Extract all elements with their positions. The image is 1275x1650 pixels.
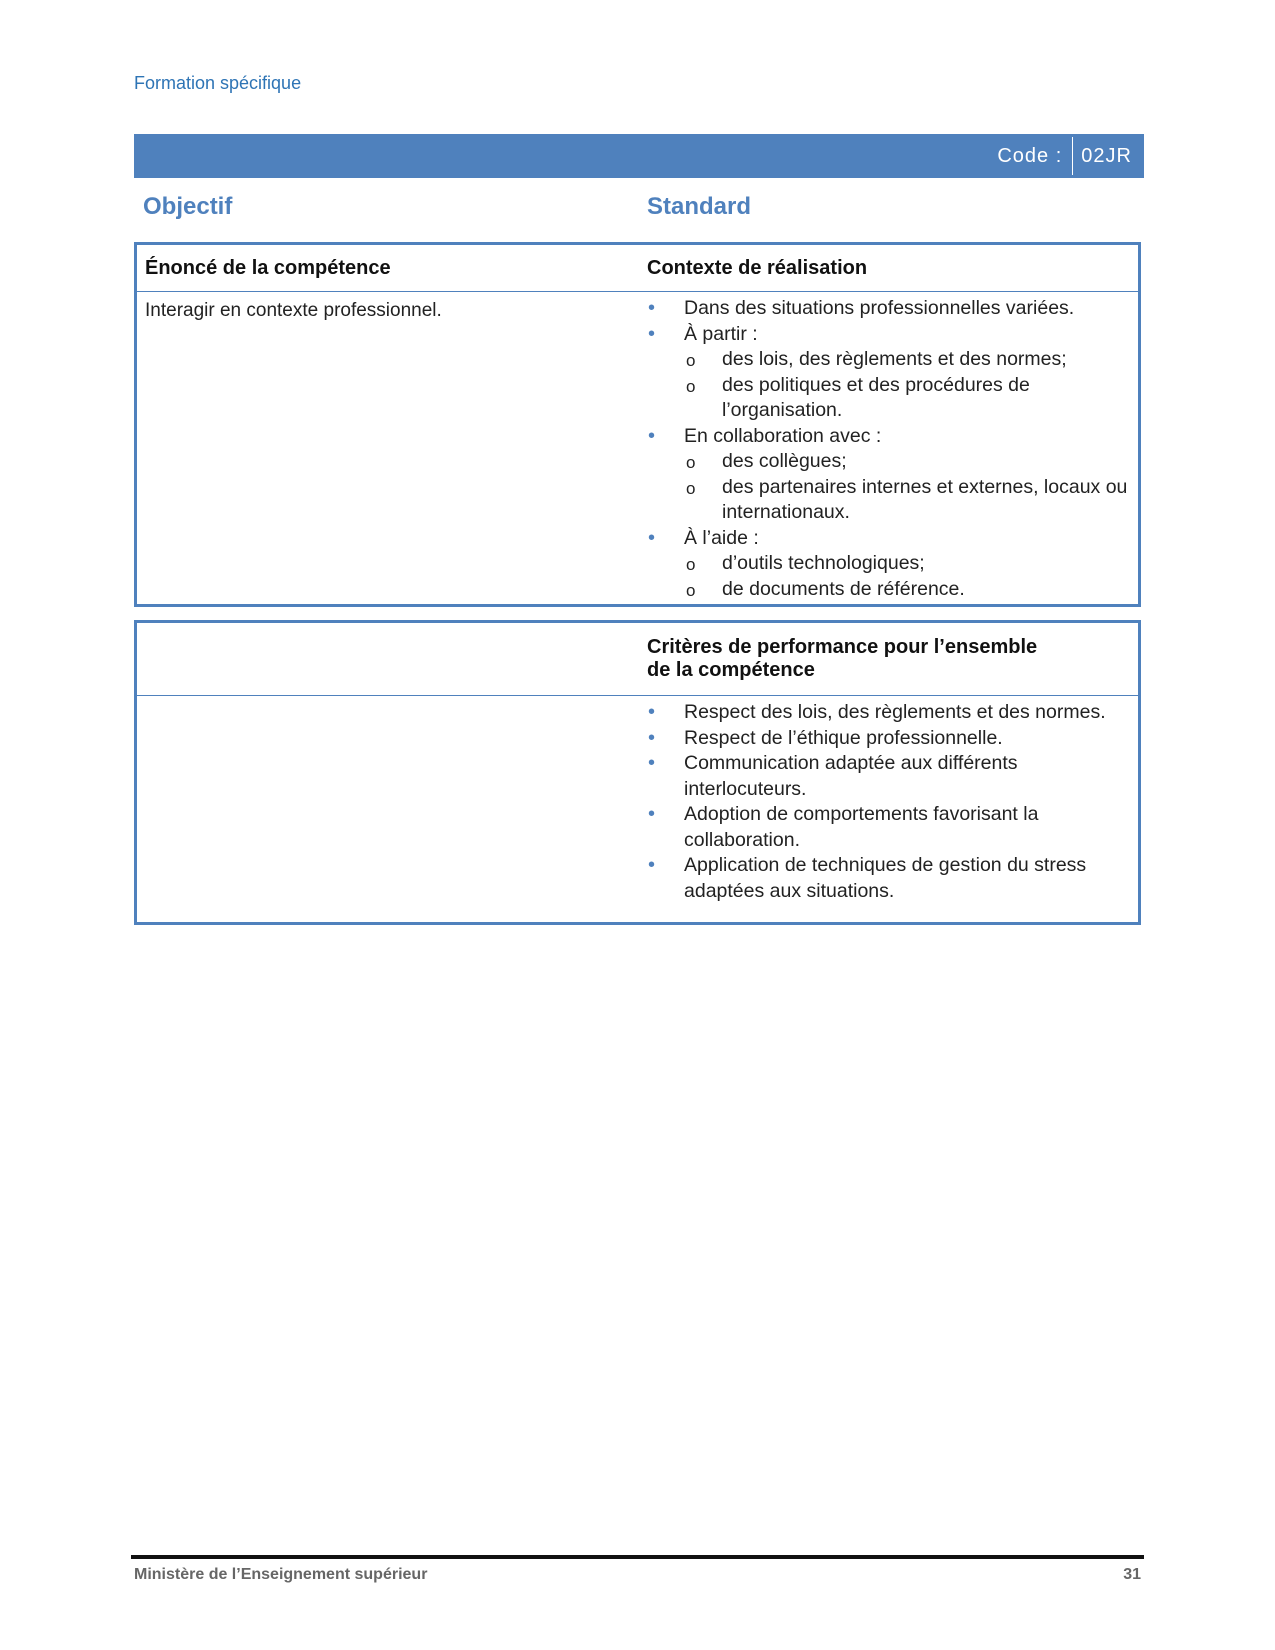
contexte-item xyxy=(647,424,1130,526)
criteria-list-cell xyxy=(637,696,1138,904)
contexte-subitem: o des collègues; xyxy=(684,449,1130,475)
contexte-item-text: En collaboration avec : xyxy=(684,424,882,447)
contexte-item-text: À partir : xyxy=(684,322,758,345)
criteria-item: • Adoption de comportements favorisant la collaboration. xyxy=(647,802,1130,853)
contexte-item xyxy=(647,322,1130,424)
contexte-sublist xyxy=(684,551,1130,602)
criteria-item: • Respect des lois, des règlements et des normes. xyxy=(647,700,1130,726)
standard-title: Standard xyxy=(647,193,752,220)
code-bar xyxy=(134,134,1144,178)
code-value: 02JR xyxy=(1081,144,1132,167)
contexte-subitem: o d’outils technologiques; xyxy=(684,551,1130,577)
objectif-title: Objectif xyxy=(143,193,233,220)
contexte-header: Contexte de réalisation xyxy=(647,256,868,279)
criteria-header-line1: Critères de performance pour l’ensemble xyxy=(647,636,1038,658)
code-label: Code : xyxy=(997,144,1063,167)
criteria-table xyxy=(134,620,1141,925)
criteria-item: • Respect de l’éthique professionnelle. xyxy=(647,726,1130,752)
criteria-body-left xyxy=(137,696,637,904)
contexte-item-text: Dans des situations professionnelles variées. xyxy=(684,297,1075,319)
criteria-table-header xyxy=(137,623,1138,696)
contexte-subitem: o des partenaires internes et externes, locaux ou internationaux. xyxy=(684,475,1130,526)
contexte-subitem: o des lois, des règlements et des normes; xyxy=(684,347,1130,373)
enonce-header: Énoncé de la compétence xyxy=(145,256,391,279)
criteria-header xyxy=(637,636,1138,682)
criteria-table-body xyxy=(137,696,1138,904)
contexte-sublist xyxy=(684,449,1130,526)
criteria-list xyxy=(647,696,1130,904)
criteria-item: • Communication adaptée aux différents interlocuteurs. xyxy=(647,751,1130,802)
running-head: Formation spécifique xyxy=(134,73,302,93)
contexte-subitem: o de documents de référence. xyxy=(684,577,1130,603)
contexte-sublist xyxy=(684,347,1130,424)
competence-table-header xyxy=(137,245,1138,292)
footer-rule xyxy=(131,1555,1144,1559)
criteria-item: • Application de techniques de gestion du stress adaptées aux situations. xyxy=(647,853,1130,904)
contexte-item xyxy=(647,296,1130,322)
footer-ministry: Ministère de l’Enseignement supérieur xyxy=(134,1566,428,1583)
criteria-header-line2: de la compétence xyxy=(647,659,815,681)
contexte-subitem: o des politiques et des procédures de l’organisation. xyxy=(684,373,1130,424)
page-number: 31 xyxy=(1123,1566,1141,1583)
competence-statement: Interagir en contexte professionnel. xyxy=(145,300,442,321)
contexte-list xyxy=(647,292,1130,602)
competence-table xyxy=(134,242,1141,607)
competence-table-body xyxy=(137,292,1138,602)
contexte-item-text: À l’aide : xyxy=(684,526,759,549)
contexte-item xyxy=(647,526,1130,603)
contexte-list-cell xyxy=(637,292,1138,602)
